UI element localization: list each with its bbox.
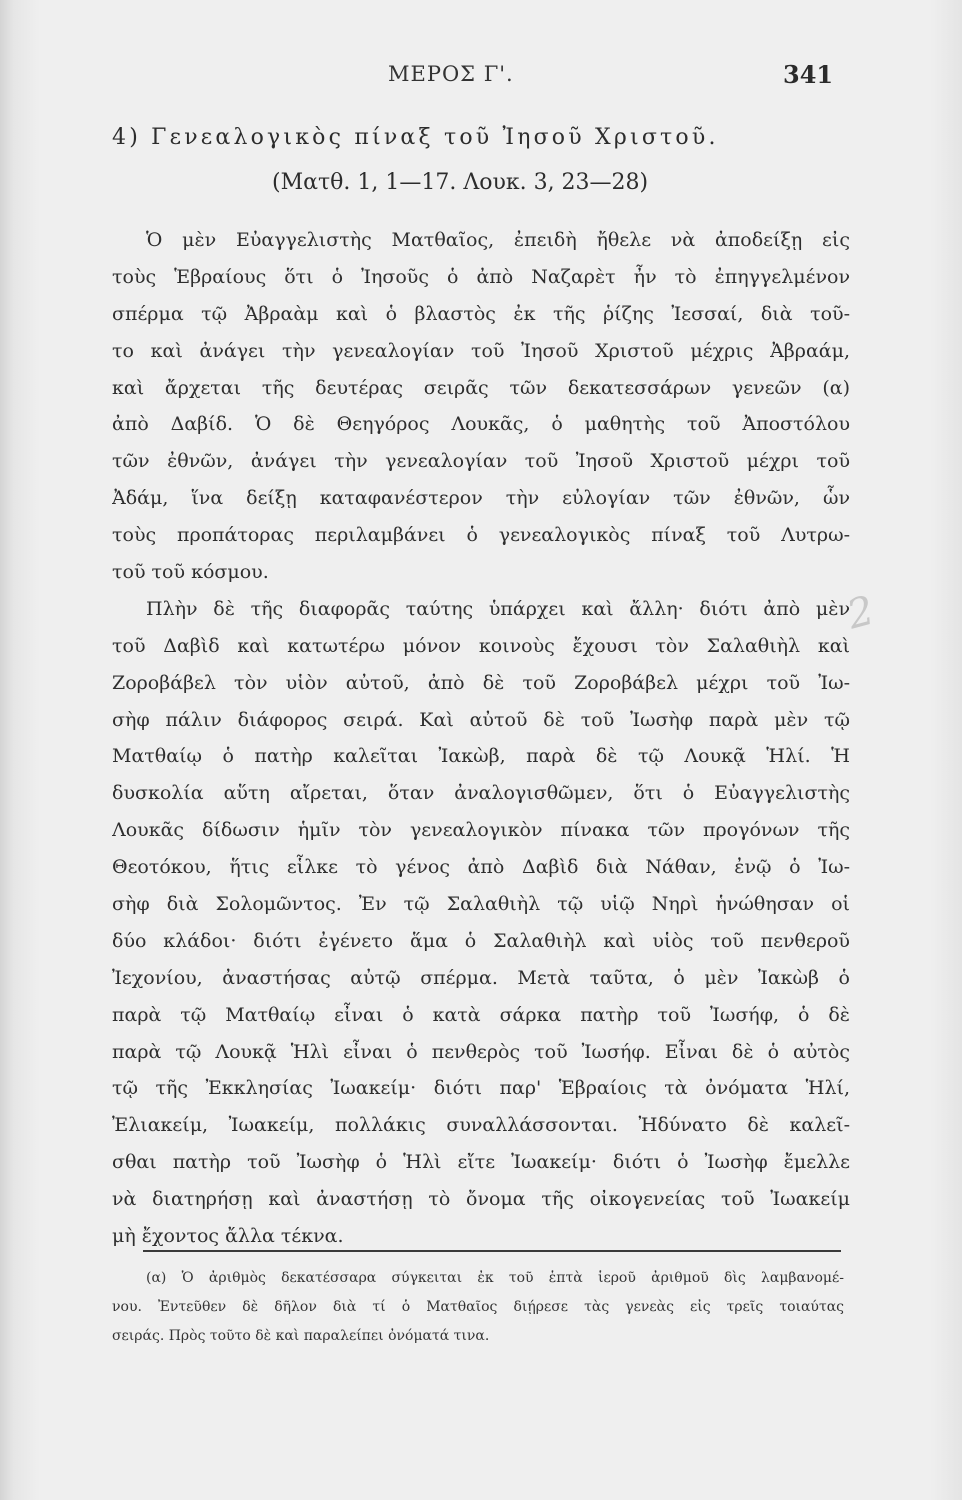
body-line: Ἐλιακείμ, Ἰωακείμ, πολλάκις συναλλάσσονται. Ἠδύνατο δὲ καλεῖ- <box>112 1114 850 1137</box>
body-line: Ἀδάμ, ἵνα δείξῃ καταφανέστερον τὴν εὐλογίαν τῶν ἐθνῶν, ὧν <box>112 487 850 510</box>
body-line: Ἰεχονίου, ἀναστήσας αὐτῷ σπέρμα. Μετὰ ταῦτα, ὁ μὲν Ἰακὼβ ὁ <box>112 966 850 989</box>
body-line: Θεοτόκου, ἥτις εἷλκε τὸ γένος ἀπὸ Δαβὶδ διὰ Νάθαν, ἐνῷ ὁ Ἰω- <box>112 856 850 879</box>
body-line: δύο κλάδοι· διότι ἐγένετο ἅμα ὁ Σαλαθιὴλ καὶ υἱὸς τοῦ πενθεροῦ <box>112 929 850 952</box>
running-title: ΜΕΡΟΣ Γ'. <box>388 62 514 86</box>
footnotes <box>112 1264 844 1351</box>
body-line: μὴ ἔχοντος ἄλλα τέκνα. <box>112 1225 344 1248</box>
running-head <box>0 62 962 92</box>
body-line: Λουκᾶς δίδωσιν ἡμῖν τὸν γενεαλογικὸν πίνακα τῶν προγόνων τῆς <box>112 819 850 842</box>
body-line: Ματθαίῳ ὁ πατὴρ καλεῖται Ἰακὼβ, παρὰ δὲ τῷ Λουκᾷ Ἡλί. Ἡ <box>112 745 850 768</box>
body-line: τοὺς προπάτορας περιλαμβάνει ὁ γενεαλογικὸς πίναξ τοῦ Λυτρω- <box>112 524 850 547</box>
body-line: τοῦ Δαβὶδ καὶ κατωτέρω μόνον κοινοὺς ἔχουσι τὸν Σαλαθιὴλ καὶ <box>112 634 850 657</box>
page-number: 341 <box>783 60 834 89</box>
body-line: Ζοροβάβελ τὸν υἱὸν αὐτοῦ, ἀπὸ δὲ τοῦ Ζοροβάβελ μέχρι τοῦ Ἰω- <box>112 671 850 694</box>
body-line: σὴφ πάλιν διάφορος σειρά. Καὶ αὐτοῦ δὲ τοῦ Ἰωσὴφ παρὰ μὲν τῷ <box>112 708 850 731</box>
footnote-line: (α) Ὁ ἀριθμὸς δεκατέσσαρα σύγκειται ἐκ τοῦ ἑπτὰ ἱεροῦ ἀριθμοῦ δὶς λαμβανομέ- <box>146 1270 844 1286</box>
section-heading: 4) Γενεαλογικὸς πίναξ τοῦ Ἰησοῦ Χριστοῦ. <box>112 125 719 150</box>
section-reference: (Ματθ. 1, 1—17. Λουκ. 3, 23—28) <box>272 170 649 195</box>
body-line: τοὺς Ἑβραίους ὅτι ὁ Ἰησοῦς ὁ ἀπὸ Ναζαρὲτ ἦν τὸ ἐπηγγελμένον <box>112 265 850 288</box>
body-line: τῶν ἐθνῶν, ἀνάγει τὴν γενεαλογίαν τοῦ Ἰησοῦ Χριστοῦ μέχρι τοῦ <box>112 450 850 473</box>
margin-pencil-mark: 2 <box>842 587 879 639</box>
body-line: καὶ ἄρχεται τῆς δευτέρας σειρᾶς τῶν δεκατεσσάρων γενεῶν (α) <box>112 376 850 399</box>
body-line: τοῦ τοῦ κόσμου. <box>112 561 269 584</box>
body-line: Ὁ μὲν Εὐαγγελιστὴς Ματθαῖος, ἐπειδὴ ἤθελε νὰ ἀποδείξῃ εἰς <box>146 229 850 251</box>
footnote-line: νου. Ἐντεῦθεν δὲ δῆλον διὰ τί ὁ Ματθαῖος διῄρεσε τὰς γενεὰς εἰς τρεῖς τοιαύτας <box>112 1299 844 1315</box>
body-line: ἀπὸ Δαβίδ. Ὁ δὲ Θεηγόρος Λουκᾶς, ὁ μαθητὴς τοῦ Ἀποστόλου <box>112 413 850 436</box>
body-line: Πλὴν δὲ τῆς διαφορᾶς ταύτης ὑπάρχει καὶ ἄλλη· διότι ἀπὸ μὲν <box>146 597 850 620</box>
body-line: δυσκολία αὕτη αἴρεται, ὅταν ἀναλογισθῶμεν, ὅτι ὁ Εὐαγγελιστὴς <box>112 782 850 805</box>
body-line: τῷ τῆς Ἐκκλησίας Ἰωακείμ· διότι παρ' Ἑβραίοις τὰ ὀνόματα Ἡλί, <box>112 1077 850 1100</box>
body-line: σὴφ διὰ Σολομῶντος. Ἐν τῷ Σαλαθιὴλ τῷ υἱῷ Νηρὶ ἡνώθησαν οἱ <box>112 893 850 916</box>
body-line: νὰ διατηρήσῃ καὶ ἀναστήσῃ τὸ ὄνομα τῆς οἰκογενείας τοῦ Ἰωακείμ <box>112 1188 850 1211</box>
body-line: το καὶ ἀνάγει τὴν γενεαλογίαν τοῦ Ἰησοῦ Χριστοῦ μέχρις Ἀβραάμ, <box>112 339 850 362</box>
footnote-line: σειράς. Πρὸς τοῦτο δὲ καὶ παραλείπει ὀνόματά τινα. <box>112 1328 490 1344</box>
footnote-rule <box>143 1250 841 1252</box>
body-line: παρὰ τῷ Ματθαίῳ εἶναι ὁ κατὰ σάρκα πατὴρ τοῦ Ἰωσήφ, ὁ δὲ <box>112 1003 850 1026</box>
body-line: σπέρμα τῷ Ἀβραὰμ καὶ ὁ βλαστὸς ἐκ τῆς ῥίζης Ἰεσσαί, διὰ τοῦ- <box>112 302 850 325</box>
body-line: σθαι πατὴρ τοῦ Ἰωσὴφ ὁ Ἡλὶ εἴτε Ἰωακείμ· διότι ὁ Ἰωσὴφ ἔμελλε <box>112 1151 850 1174</box>
body-line: παρὰ τῷ Λουκᾷ Ἡλὶ εἶναι ὁ πενθερὸς τοῦ Ἰωσήφ. Εἶναι δὲ ὁ αὐτὸς <box>112 1040 850 1063</box>
body-text <box>112 222 850 1255</box>
